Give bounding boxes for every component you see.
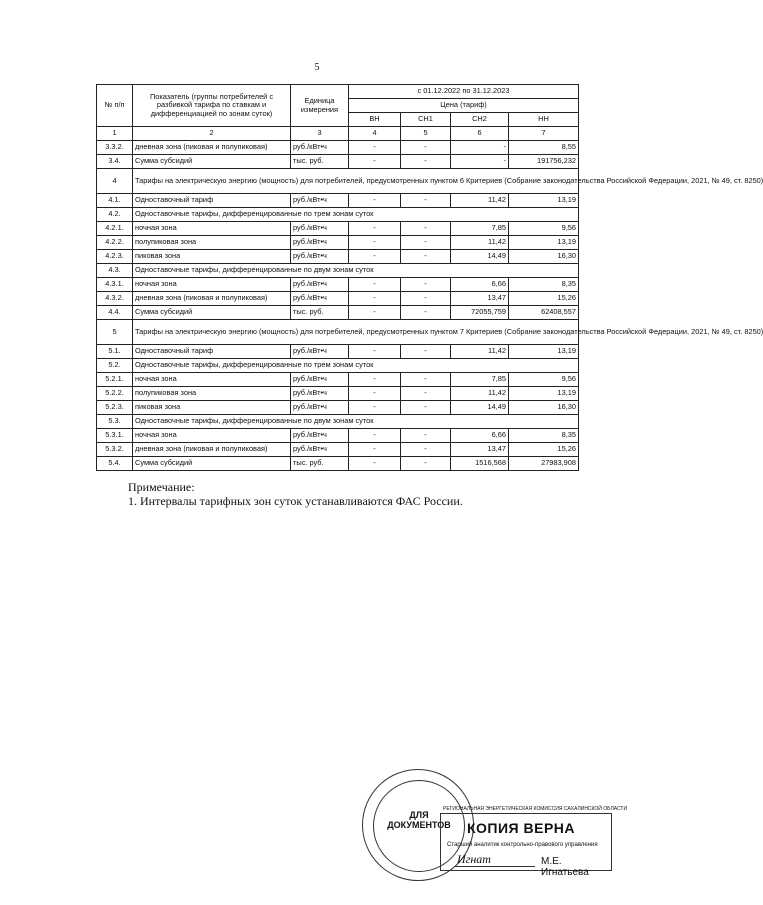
seal-for-documents: ДЛЯ ДОКУМЕНТОВ: [387, 810, 451, 830]
row-name: полупиковая зона: [133, 236, 291, 250]
row-number: 4.3.1.: [97, 278, 133, 292]
cell-vn: -: [349, 306, 401, 320]
stamp-title: КОПИЯ ВЕРНА: [467, 820, 576, 836]
cell-nn: 13,19: [509, 194, 579, 208]
row-name: ночная зона: [133, 278, 291, 292]
col-number: 2: [133, 127, 291, 141]
table-row: [97, 401, 579, 415]
cell-sn1: -: [401, 141, 451, 155]
cell-vn: -: [349, 345, 401, 359]
row-unit: руб./кВт•ч: [291, 387, 349, 401]
table-row: [97, 429, 579, 443]
cell-sn1: -: [401, 155, 451, 169]
row-unit: руб./кВт•ч: [291, 236, 349, 250]
col-number: 6: [451, 127, 509, 141]
cell-vn: -: [349, 250, 401, 264]
header-level-vn: ВН: [349, 113, 401, 127]
certification-stamp: [362, 769, 628, 881]
cell-vn: -: [349, 457, 401, 471]
section-row: [97, 208, 579, 222]
row-number: 3.4.: [97, 155, 133, 169]
row-number: 5.3.: [97, 415, 133, 429]
col-number: 3: [291, 127, 349, 141]
table-row: [97, 236, 579, 250]
row-number: 4.2.2.: [97, 236, 133, 250]
cell-sn1: -: [401, 292, 451, 306]
cell-sn1: -: [401, 306, 451, 320]
cell-sn2: 72055,759: [451, 306, 509, 320]
cell-sn1: -: [401, 373, 451, 387]
cell-sn2: 14,49: [451, 250, 509, 264]
section-title: Одноставочные тарифы, дифференцированные по трем зонам суток: [133, 208, 579, 222]
cell-vn: -: [349, 194, 401, 208]
col-number: 4: [349, 127, 401, 141]
row-unit: тыс. руб.: [291, 155, 349, 169]
row-name: дневная зона (пиковая и полупиковая): [133, 443, 291, 457]
cell-nn: 13,19: [509, 236, 579, 250]
table-row: [97, 345, 579, 359]
column-numbers-row: [97, 127, 579, 141]
row-number: 5.3.1.: [97, 429, 133, 443]
row-number: 5.2.2.: [97, 387, 133, 401]
row-unit: руб./кВт•ч: [291, 401, 349, 415]
note-title: Примечание:: [128, 480, 195, 494]
cell-sn2: -: [451, 155, 509, 169]
row-name: пиковая зона: [133, 401, 291, 415]
row-number: 4.2.1.: [97, 222, 133, 236]
row-unit: руб./кВт•ч: [291, 222, 349, 236]
cell-nn: 191756,232: [509, 155, 579, 169]
cell-vn: -: [349, 155, 401, 169]
col-number: 1: [97, 127, 133, 141]
cell-sn2: 11,42: [451, 236, 509, 250]
table-row: [97, 194, 579, 208]
cell-sn2: 11,42: [451, 345, 509, 359]
cell-sn2: 7,85: [451, 222, 509, 236]
row-number: 4.3.2.: [97, 292, 133, 306]
note-item: 1. Интервалы тарифных зон суток устанавливаются ФАС России.: [128, 494, 463, 508]
row-unit: тыс. руб.: [291, 306, 349, 320]
cell-nn: 16,30: [509, 401, 579, 415]
cell-sn1: -: [401, 222, 451, 236]
row-unit: руб./кВт•ч: [291, 345, 349, 359]
section-row: [97, 264, 579, 278]
cell-nn: 62408,557: [509, 306, 579, 320]
section-row: [97, 415, 579, 429]
cell-nn: 16,30: [509, 250, 579, 264]
header-num: № п/п: [97, 85, 133, 127]
section-row: [97, 169, 579, 194]
section-title: Одноставочные тарифы, дифференцированные по двум зонам суток: [133, 415, 579, 429]
table-row: [97, 457, 579, 471]
cell-sn2: 11,42: [451, 387, 509, 401]
cell-sn2: 13,47: [451, 292, 509, 306]
row-number: 5.2.1.: [97, 373, 133, 387]
row-name: Одноставочный тариф: [133, 194, 291, 208]
cell-sn2: 11,42: [451, 194, 509, 208]
table-row: [97, 292, 579, 306]
header-level-nn: НН: [509, 113, 579, 127]
section-title: Одноставочные тарифы, дифференцированные по трем зонам суток: [133, 359, 579, 373]
row-number: 4.2.: [97, 208, 133, 222]
row-unit: руб./кВт•ч: [291, 429, 349, 443]
row-number: 5.3.2.: [97, 443, 133, 457]
cell-sn1: -: [401, 429, 451, 443]
header-unit: Единица измерения: [291, 85, 349, 127]
cell-vn: -: [349, 429, 401, 443]
cell-vn: -: [349, 222, 401, 236]
cell-nn: 15,26: [509, 443, 579, 457]
cell-sn1: -: [401, 250, 451, 264]
cell-sn1: -: [401, 457, 451, 471]
section-title: Тарифы на электрическую энергию (мощность) для потребителей, предусмотренных пунктом 7 Критериев (Собрание законодательства Российской Федерации, 2021, № 49, ст. 8250): [133, 320, 579, 345]
section-title: Тарифы на электрическую энергию (мощность) для потребителей, предусмотренных пунктом 6 Критериев (Собрание законодательства Российской Федерации, 2021, № 49, ст. 8250): [133, 169, 579, 194]
table-row: [97, 250, 579, 264]
col-number: 5: [401, 127, 451, 141]
row-number: 5.2.3.: [97, 401, 133, 415]
header-level-sn1: СН1: [401, 113, 451, 127]
cell-vn: -: [349, 443, 401, 457]
row-number: 5.1.: [97, 345, 133, 359]
row-number: 4.2.3.: [97, 250, 133, 264]
table-row: [97, 141, 579, 155]
cell-nn: 8,35: [509, 278, 579, 292]
row-name: Сумма субсидий: [133, 306, 291, 320]
table-header: [97, 85, 579, 141]
header-period: с 01.12.2022 по 31.12.2023: [349, 85, 579, 99]
cell-vn: -: [349, 387, 401, 401]
row-unit: руб./кВт•ч: [291, 250, 349, 264]
row-number: 4.1.: [97, 194, 133, 208]
cell-sn2: 14,49: [451, 401, 509, 415]
row-name: Сумма субсидий: [133, 457, 291, 471]
table-row: [97, 278, 579, 292]
row-name: ночная зона: [133, 429, 291, 443]
table-row: [97, 222, 579, 236]
signature-line: [455, 866, 535, 867]
cell-vn: -: [349, 292, 401, 306]
cell-sn2: 13,47: [451, 443, 509, 457]
note: [128, 480, 463, 508]
cell-sn1: -: [401, 194, 451, 208]
row-number: 4.3.: [97, 264, 133, 278]
row-unit: руб./кВт•ч: [291, 443, 349, 457]
row-number: 4.4.: [97, 306, 133, 320]
page-number: 5: [314, 62, 320, 73]
row-number: 4: [97, 169, 133, 194]
cell-sn1: -: [401, 345, 451, 359]
stamp-agency: РЕГИОНАЛЬНАЯ ЭНЕРГЕТИЧЕСКАЯ КОМИССИЯ САХАЛИНСКОЙ ОБЛАСТИ: [443, 806, 628, 812]
section-row: [97, 320, 579, 345]
cell-sn1: -: [401, 443, 451, 457]
signatory-name: М.Е. Игнатьева: [541, 856, 589, 878]
row-name: ночная зона: [133, 222, 291, 236]
row-name: пиковая зона: [133, 250, 291, 264]
cell-sn1: -: [401, 387, 451, 401]
table-body: [97, 141, 763, 471]
cell-vn: -: [349, 373, 401, 387]
cell-vn: -: [349, 401, 401, 415]
cell-nn: 9,56: [509, 373, 579, 387]
row-name: полупиковая зона: [133, 387, 291, 401]
table-row: [97, 373, 579, 387]
cell-nn: 8,35: [509, 429, 579, 443]
row-unit: руб./кВт•ч: [291, 292, 349, 306]
cell-nn: 13,19: [509, 387, 579, 401]
row-name: Сумма субсидий: [133, 155, 291, 169]
table-row: [97, 443, 579, 457]
header-level-sn2: СН2: [451, 113, 509, 127]
cell-sn1: -: [401, 401, 451, 415]
table-row: [97, 155, 579, 169]
cell-nn: 9,56: [509, 222, 579, 236]
cell-sn1: -: [401, 278, 451, 292]
cell-nn: 13,19: [509, 345, 579, 359]
row-name: дневная зона (пиковая и полупиковая): [133, 141, 291, 155]
row-name: дневная зона (пиковая и полупиковая): [133, 292, 291, 306]
section-title: Одноставочные тарифы, дифференцированные по двум зонам суток: [133, 264, 579, 278]
signature: Игнат: [457, 852, 491, 866]
cell-vn: -: [349, 141, 401, 155]
cell-vn: -: [349, 236, 401, 250]
cell-vn: -: [349, 278, 401, 292]
header-indicator: Показатель (группы потребителей с разбивкой тарифа по ставкам и дифференциацией по зонам суток): [133, 85, 291, 127]
tariff-table: [96, 84, 763, 471]
section-row: [97, 359, 579, 373]
cell-sn2: -: [451, 141, 509, 155]
cell-sn2: 1516,568: [451, 457, 509, 471]
row-unit: руб./кВт•ч: [291, 194, 349, 208]
row-name: ночная зона: [133, 373, 291, 387]
row-unit: тыс. руб.: [291, 457, 349, 471]
table-row: [97, 387, 579, 401]
row-number: 3.3.2.: [97, 141, 133, 155]
cell-sn2: 6,66: [451, 429, 509, 443]
row-name: Одноставочный тариф: [133, 345, 291, 359]
row-number: 5: [97, 320, 133, 345]
cell-sn1: -: [401, 236, 451, 250]
row-unit: руб./кВт•ч: [291, 141, 349, 155]
row-number: 5.2.: [97, 359, 133, 373]
col-number: 7: [509, 127, 579, 141]
cell-sn2: 7,85: [451, 373, 509, 387]
stamp-position: Старший аналитик контрольно-правового управления: [447, 842, 598, 848]
cell-nn: 15,26: [509, 292, 579, 306]
row-number: 5.4.: [97, 457, 133, 471]
cell-sn2: 6,66: [451, 278, 509, 292]
copy-stamp-box: [440, 806, 628, 878]
row-unit: руб./кВт•ч: [291, 278, 349, 292]
header-price: Цена (тариф): [349, 99, 579, 113]
cell-nn: 27983,908: [509, 457, 579, 471]
row-unit: руб./кВт•ч: [291, 373, 349, 387]
cell-nn: 8,55: [509, 141, 579, 155]
table-row: [97, 306, 579, 320]
